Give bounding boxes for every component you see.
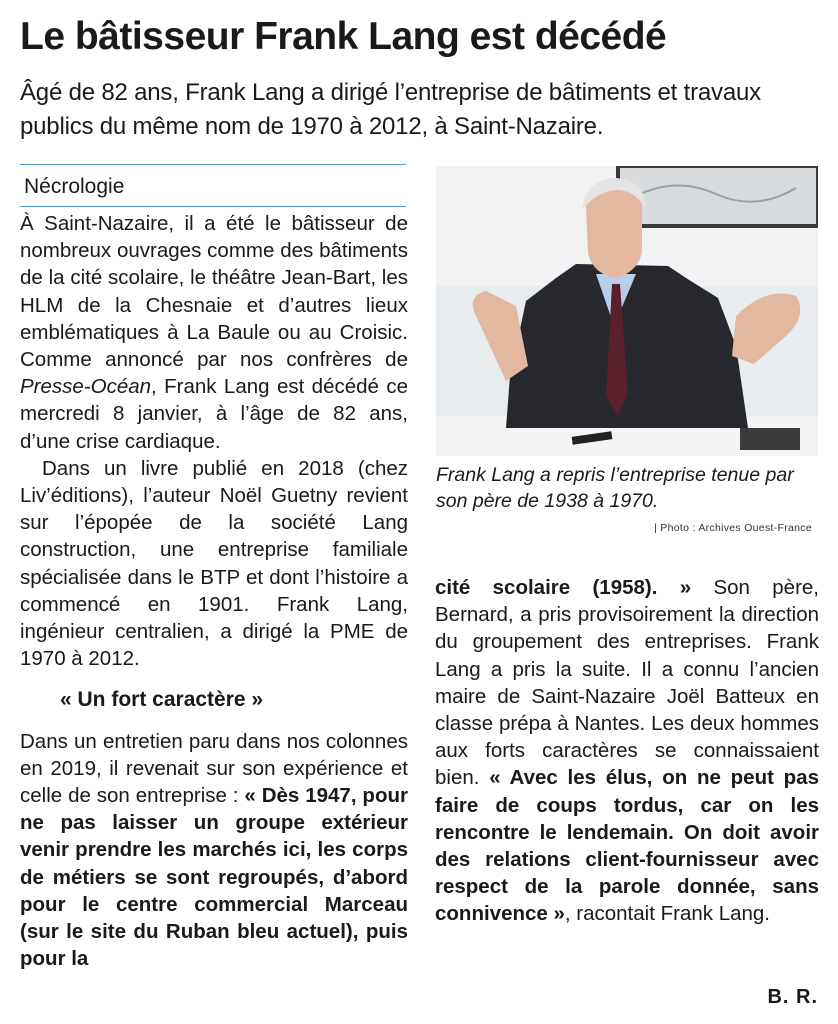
rubric-label: Nécrologie xyxy=(24,175,125,198)
paragraph-3 xyxy=(20,728,408,973)
paragraph-4-text-a: Son père, Bernard, a pris provisoirement la direction du groupement des entreprises. Frank Lang a pris la suite. Il a connu l’ancien maire de Saint-Nazaire Joël Batteux en classe prépa à Nantes. Les deux hommes aux forts caractères se connaissaient bien. xyxy=(435,576,820,790)
left-column xyxy=(20,210,408,972)
article-lede: Âgé de 82 ans, Frank Lang a dirigé l’entreprise de bâtiments et travaux publics du même nom de 1970 à 2012, à Saint-Nazaire. xyxy=(20,79,761,140)
quote-end: cité scolaire (1958). » xyxy=(435,576,692,599)
newspaper-name: Presse-Océan xyxy=(20,375,152,399)
article-headline: Le bâtisseur Frank Lang est décédé xyxy=(20,15,667,58)
paragraph-1-text-b: , Frank Lang est décédé ce mercredi 8 janvier, à l’âge de 82 ans, d’une crise cardiaque. xyxy=(20,375,408,453)
right-column xyxy=(435,574,819,928)
paragraph-2: Dans un livre publié en 2018 (chez Liv’éditions), l’auteur Noël Guetny revient sur l’épopée de la société Lang construction, une entreprise familiale spécialisée dans le BTP et dont l’histoire a commencé en 1901. Frank Lang, ingénieur centralien, a dirigé la PME de 1970 à 2012. xyxy=(20,456,408,671)
quote-start: « Dès 1947, pour ne pas laisser un groupe extérieur venir prendre les marchés ici, les corps de métiers se sont regroupés, d’abord pour le centre commercial Marceau (sur le site du Ruban bleu actuel), puis pour la xyxy=(20,784,408,971)
photo-credit: | Photo : Archives Ouest-France xyxy=(654,522,812,534)
photo-caption: Frank Lang a repris l’entreprise tenue par son père de 1938 à 1970. xyxy=(436,464,794,512)
author-signature: B. R. xyxy=(767,986,818,1008)
portrait-photo xyxy=(436,166,818,456)
portrait-illustration xyxy=(436,166,818,456)
paragraph-1 xyxy=(20,210,408,455)
paragraph-4-text-b: , racontait Frank Lang. xyxy=(564,902,771,926)
rubric-top-rule xyxy=(20,164,406,165)
paragraph-3-text: Dans un entretien paru dans nos colonnes en 2019, il revenait sur son expérience et celle de son entreprise : xyxy=(20,729,408,808)
intertitle: « Un fort caractère » xyxy=(60,688,264,712)
paragraph-4 xyxy=(435,574,819,928)
rubric-bottom-rule xyxy=(20,206,406,207)
paragraph-1-text-a: À Saint-Nazaire, il a été le bâtisseur de nombreux ouvrages comme des bâtiments de la cité scolaire, le théâtre Jean-Bart, les HLM de la Chesnaie et d’autres lieux emblématiques à La Baule ou au Croisic. Comme annoncé par nos confrères de xyxy=(20,212,408,372)
quote-2: « Avec les élus, on ne peut pas faire de coups tordus, car on les rencontre le lendemain. On doit avoir des relations client-fournisseur avec respect de la parole donnée, sans connivence » xyxy=(435,766,819,926)
